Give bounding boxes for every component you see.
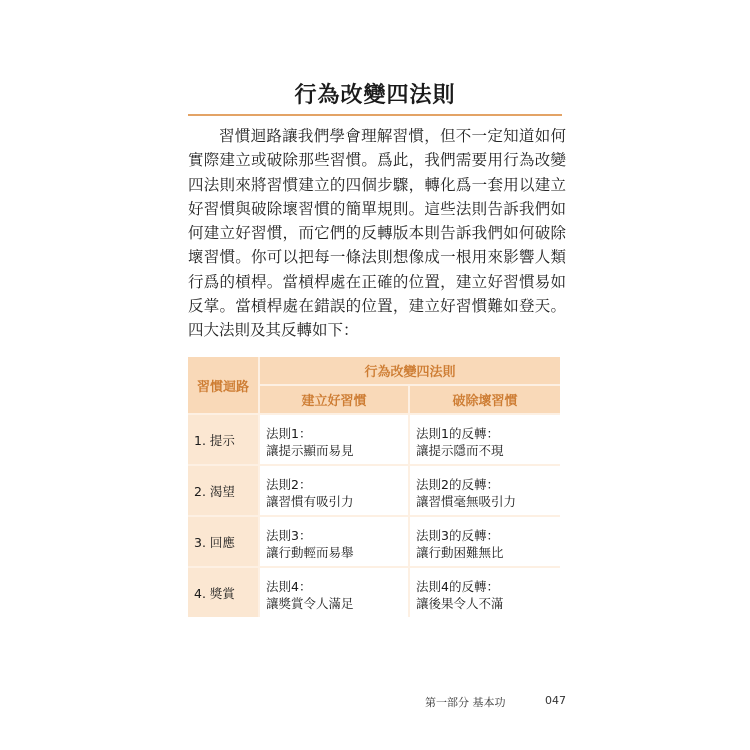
- laws-table: [188, 357, 560, 617]
- law-text: 讓習慣有吸引力: [266, 494, 354, 509]
- law-label: 法則4：: [266, 579, 312, 594]
- page-number: 047: [545, 694, 566, 707]
- law-cell: [260, 517, 408, 566]
- footer-part-label: 第一部分 基本功: [425, 696, 506, 709]
- law-text: 讓提示顯而易見: [266, 443, 354, 458]
- inverse-cell: [410, 517, 560, 566]
- header-break-bad: 破除壞習慣: [410, 386, 560, 413]
- law-label: 法則2：: [266, 477, 312, 492]
- stage-response: 3. 回應: [188, 517, 258, 566]
- law-cell: [260, 568, 408, 617]
- inverse-label: 法則1的反轉：: [416, 426, 499, 441]
- inverse-label: 法則3的反轉：: [416, 528, 499, 543]
- law-cell: [260, 415, 408, 464]
- inverse-label: 法則4的反轉：: [416, 579, 499, 594]
- law-cell: [260, 466, 408, 515]
- stage-craving: 2. 渴望: [188, 466, 258, 515]
- stage-reward: 4. 獎賞: [188, 568, 258, 617]
- inverse-cell: [410, 466, 560, 515]
- inverse-label: 法則2的反轉：: [416, 477, 499, 492]
- law-label: 法則3：: [266, 528, 312, 543]
- header-build-good: 建立好習慣: [260, 386, 408, 413]
- page-title: 行為改變四法則: [294, 82, 456, 108]
- body-paragraph: 習慣迴路讓我們學會理解習慣，但不一定知道如何實際建立或破除那些習慣。爲此，我們需要用行為改變四法則來將習慣建立的四個步驟，轉化爲一套用以建立好習慣與破除壞習慣的簡單規則。這些法則告訴我們如何建立好習慣，而它們的反轉版本則告訴我們如何破除壞習慣。你可以把每一條法則想像成一根用來影響人類行爲的槓桿。當槓桿處在正確的位置，建立好習慣易如反掌。當槓桿處在錯誤的位置，建立好習慣難如登天。四大法則及其反轉如下：: [188, 127, 566, 340]
- inverse-text: 讓後果令人不滿: [416, 596, 504, 611]
- header-habit-loop: 習慣迴路: [188, 357, 258, 413]
- title-underline: [188, 114, 562, 116]
- inverse-cell: [410, 415, 560, 464]
- inverse-cell: [410, 568, 560, 617]
- law-label: 法則1：: [266, 426, 312, 441]
- law-text: 讓行動輕而易舉: [266, 545, 354, 560]
- header-four-laws: 行為改變四法則: [260, 357, 560, 384]
- inverse-text: 讓習慣毫無吸引力: [416, 494, 517, 509]
- inverse-text: 讓行動困難無比: [416, 545, 504, 560]
- stage-cue: 1. 提示: [188, 415, 258, 464]
- law-text: 讓獎賞令人滿足: [266, 596, 354, 611]
- section-title-block: [188, 74, 562, 116]
- inverse-text: 讓提示隱而不現: [416, 443, 504, 458]
